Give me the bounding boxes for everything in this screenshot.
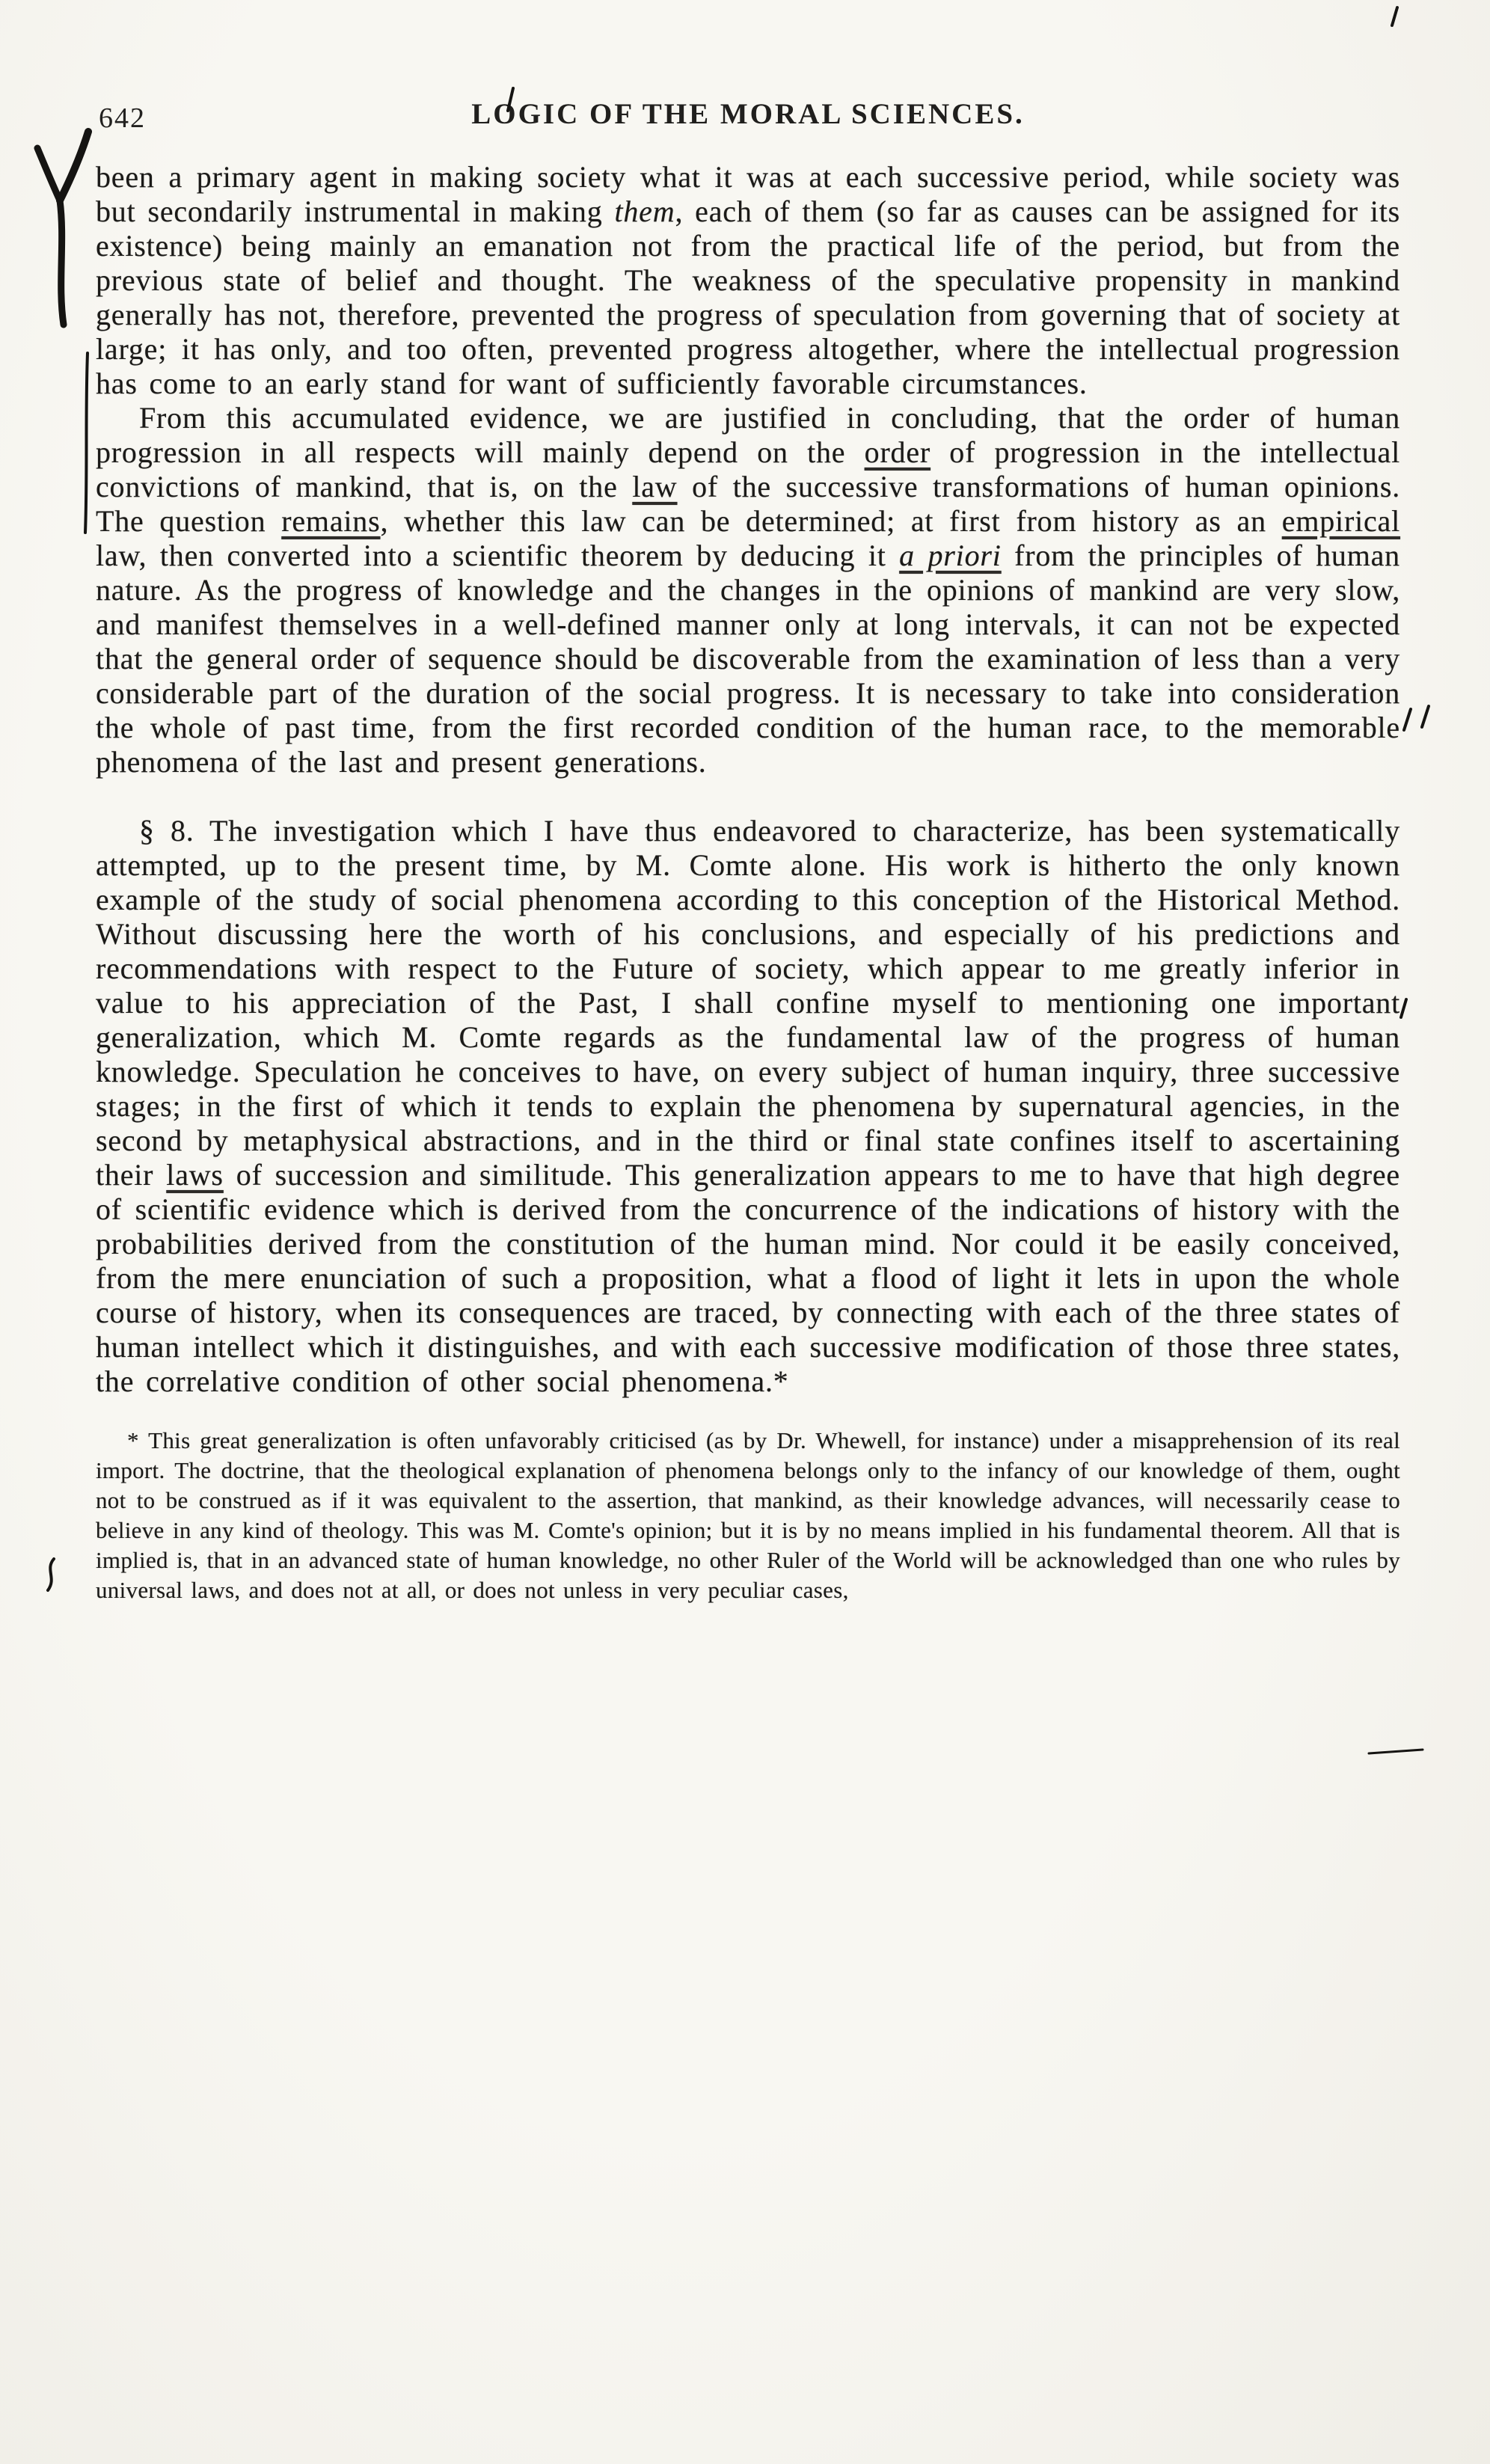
text-run: , each of them (so far as causes can be assigned for its existence) being mainly an emanation not from the practical life of the period, but from the previous state of belief and thought. The weakness of the speculative propensity in mankind generally has not, therefore, prevented the progress of speculation from governing that of society at large; it has only, and too often, prevented progress altogether, where the intellectual progression has come to an early stand for want of sufficiently favorable circumstances. [96,194,1400,400]
pen-mark-corner-tick [1392,7,1397,25]
text-run: been a primary agent in making society what it was at each successive period, while society was but secondarily instrumental in making [96,160,1400,228]
text-run: law [632,470,678,503]
page-number: 642 [99,102,146,134]
text-run: law, then converted into a scientific theorem by deducing it [96,539,900,572]
pen-mark-y-check [60,132,88,200]
text-run: of the successive transformations of human opinions. The question [96,470,1400,538]
running-head [96,97,1400,142]
page-content [96,160,1400,1605]
pen-mark-y-check [60,200,64,325]
pen-mark-y-check [37,148,60,200]
text-run: of progression in the intellectual convictions of mankind, that is, on the [96,435,1400,503]
text-run: * This great generalization is often unfavorably criticised (as by Dr. Whewell, for instance) under a misapprehension of its real import. The doctrine, that the theological explanation of phenomena belongs only to the infancy of our knowledge of them, ought not to be construed as if it was equivalent to the assertion, that mankind, as their knowledge advances, will necessarily cease to believe in any kind of theology. This was M. Comte's opinion; but it is by no means implied in his fundamental theorem. All that is implied is, that in an advanced state of human knowledge, no other Ruler of the World will be acknowledged than one who rules by universal laws, and does not at all, or does not unless in very peculiar cases, [96,1427,1400,1603]
paragraph [96,401,1400,779]
text-run: from the principles of human nature. As the progress of knowledge and the changes in the opinions of mankind are very slow, and manifest themselves in a well-defined manner only at long intervals, it can not be expected that the general order of sequence should be discoverable from the examination of less than a very considerable part of the duration of the social progress. It is necessary to take into consideration the whole of past time, from the first recorded condition of the human race, to the memorable phenomena of the last and present generations. [96,539,1400,779]
body-text [96,160,1400,1399]
text-run: , whether this law can be determined; at first from history as an [380,504,1282,538]
italic-text-run: a priori [899,539,1002,572]
running-title: LOGIC OF THE MORAL SCIENCES. [471,98,1025,130]
italic-text-run: them [614,194,675,228]
pen-mark-ditto [1422,706,1429,727]
text-run: § 8. The investigation which I have thus endeavored to characterize, has been systematically attempted, up to the present time, by M. Comte alone. His work is hitherto the only known example of the study of social phenomena according to this conception of the Historical Method. Without discussing here the worth of his conclusions, and especially of his predictions and recommendations with respect to the Future of society, which appear to me greatly inferior in value to his appreciation of the Past, I shall confine myself to mentioning one important generalization, which M. Comte regards as the fundamental law of the progress of human knowledge. Speculation he conceives to have, on every subject of human inquiry, three successive stages; in the first of which it tends to explain the phenomena by supernatural agencies, in the second by metaphysical abstractions, and in the third or final state confines itself to ascertaining their [96,814,1400,1192]
text-run: laws [166,1158,224,1192]
text-run: of succession and similitude. This generalization appears to me to have that high degree of scientific evidence which is derived from the concurrence of the indications of history with the probabilities derived from the constitution of the human mind. Nor could it be easily conceived, from the mere enunciation of such a proposition, what a flood of light it lets in upon the whole course of history, when its consequences are traced, by connecting with each of the three states of human intellect which it distinguishes, and with each successive modification of those three states, the correlative condition of other social phenomena.* [96,1158,1400,1398]
pen-mark-squiggle [48,1559,54,1590]
text-run: remains [281,504,381,538]
pen-mark-underline [1369,1750,1423,1753]
pen-mark-vertical-line [85,353,88,533]
footnote [96,1426,1400,1605]
pen-mark-ditto [1404,709,1411,730]
paragraph [96,814,1400,1399]
paragraph [96,160,1400,401]
text-run: order [864,435,931,469]
pen-mark-apostrophe [1401,999,1406,1017]
text-run: empirical [1281,504,1401,538]
text-run: From this accumulated evidence, we are justified in concluding, that the order of human progression in all respects will mainly depend on the [96,401,1400,469]
